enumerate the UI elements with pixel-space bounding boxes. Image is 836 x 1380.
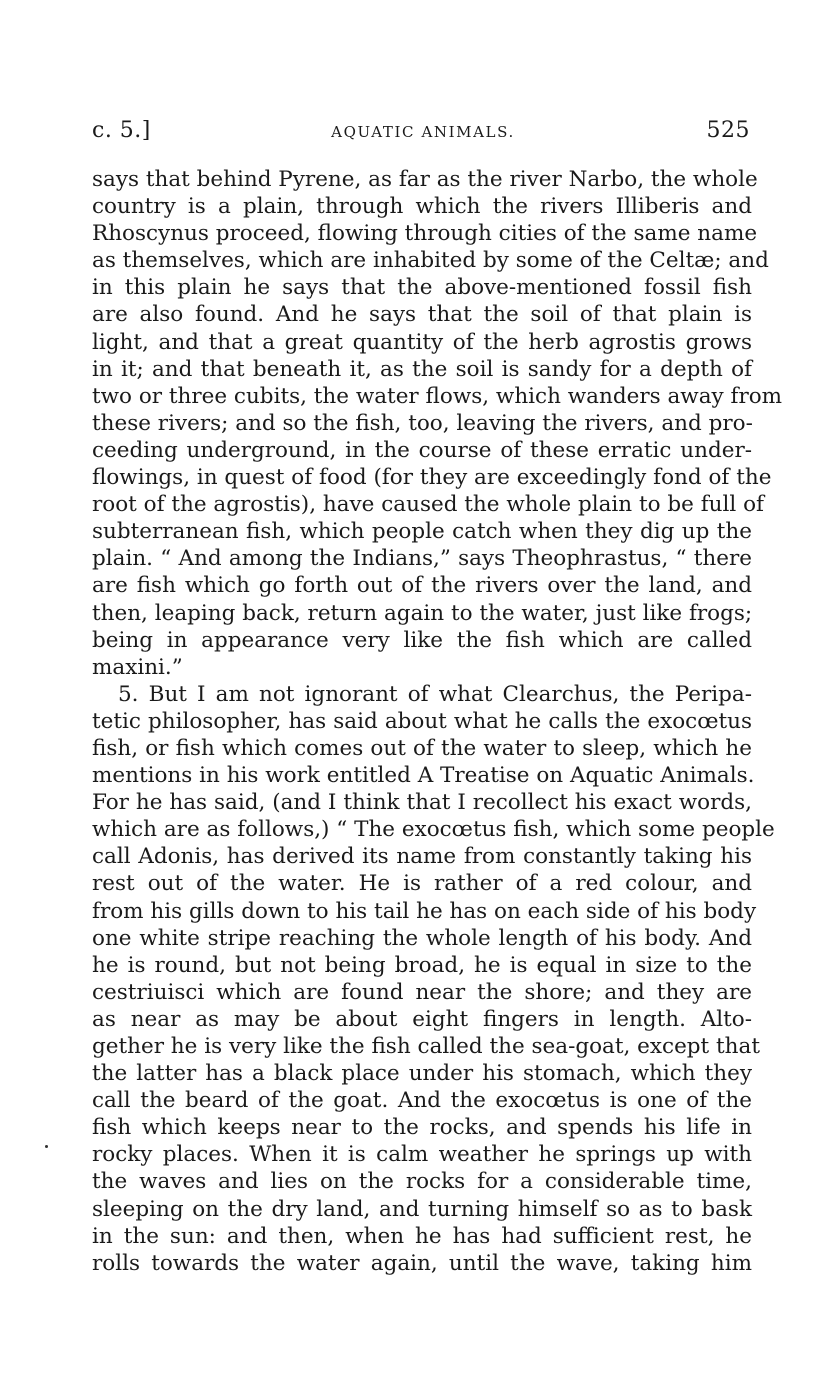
text-line: rest out of the water. He is rather of a red colour, and xyxy=(92,871,752,897)
ink-speck xyxy=(45,1145,48,1148)
chapter-reference: c. 5.] xyxy=(92,118,151,143)
paragraph-end-line: maxini.” xyxy=(92,654,183,680)
text-line: which are as follows,) “ The exocœtus fish, which some people xyxy=(92,817,775,843)
text-line: call Adonis, has derived its name from constantly taking his xyxy=(92,844,752,870)
text-line: he is round, but not being broad, he is equal in size to the xyxy=(92,952,752,978)
page-number: 525 xyxy=(706,118,750,143)
text-line: as near as may be about eight fingers in length. Alto- xyxy=(92,1006,752,1032)
text-line: For he has said, (and I think that I recollect his exact words, xyxy=(92,790,752,816)
page-title: AQUATIC ANIMALS. xyxy=(331,123,515,141)
text-line: cestriuisci which are found near the shore; and they are xyxy=(92,979,752,1005)
text-line: Rhoscynus proceed, flowing through cities of the same name xyxy=(92,221,758,247)
running-head xyxy=(92,118,754,150)
text-line: subterranean fish, which people catch when they dig up the xyxy=(92,519,752,545)
text-line: two or three cubits, the water flows, which wanders away from xyxy=(92,383,783,409)
text-line: root of the agrostis), have caused the whole plain to be full of xyxy=(92,492,765,518)
text-line: fish, or fish which comes out of the water to sleep, which he xyxy=(92,735,752,761)
text-line: in the sun: and then, when he has had sufficient rest, he xyxy=(92,1223,752,1249)
text-line: in it; and that beneath it, as the soil is sandy for a depth of xyxy=(92,356,752,382)
text-line: are fish which go forth out of the rivers over the land, and xyxy=(92,573,752,599)
text-line: mentions in his work entitled A Treatise on Aquatic Animals. xyxy=(92,763,755,789)
text-line: tetic philosopher, has said about what he calls the exocœtus xyxy=(92,708,752,734)
text-line: light, and that a great quantity of the herb agrostis grows xyxy=(92,329,752,355)
text-line: country is a plain, through which the rivers Illiberis and xyxy=(92,194,752,220)
text-line: fish which keeps near to the rocks, and spends his life in xyxy=(92,1115,752,1141)
text-line: says that behind Pyrene, as far as the river Narbo, the whole xyxy=(92,167,758,192)
text-line: gether he is very like the fish called the sea-goat, except that xyxy=(92,1034,760,1059)
text-line: in this plain he says that the above-mentioned fossil fish xyxy=(92,275,752,301)
text-line: flowings, in quest of food (for they are exceedingly fond of the xyxy=(92,465,772,491)
body-text xyxy=(92,166,783,1277)
text-line: from his gills down to his tail he has on each side of his body xyxy=(92,898,757,924)
text-line: call the beard of the goat. And the exocœtus is one of the xyxy=(92,1088,752,1114)
text-line: being in appearance very like the fish which are called xyxy=(92,627,752,653)
paragraph-start-line: 5. But I am not ignorant of what Clearchus, the Peripa- xyxy=(118,681,752,707)
text-line: ceeding underground, in the course of these erratic under- xyxy=(92,437,752,463)
text-line: the latter has a black place under his stomach, which they xyxy=(92,1061,752,1087)
text-line: one white stripe reaching the whole length of his body. And xyxy=(92,925,752,951)
text-line: sleeping on the dry land, and turning himself so as to bask xyxy=(92,1196,752,1222)
text-line: are also found. And he says that the soil of that plain is xyxy=(92,302,752,328)
text-line: plain. “ And among the Indians,” says Theophrastus, “ there xyxy=(92,546,752,572)
text-line: the waves and lies on the rocks for a considerable time, xyxy=(92,1169,752,1195)
text-line: these rivers; and so the fish, too, leaving the rivers, and pro- xyxy=(92,410,753,436)
text-line: as themselves, which are inhabited by some of the Celtæ; and xyxy=(92,248,769,274)
text-line: rolls towards the water again, until the wave, taking him xyxy=(92,1250,752,1276)
text-line: then, leaping back, return again to the water, just like frogs; xyxy=(92,600,753,626)
text-line: rocky places. When it is calm weather he springs up with xyxy=(92,1142,752,1168)
